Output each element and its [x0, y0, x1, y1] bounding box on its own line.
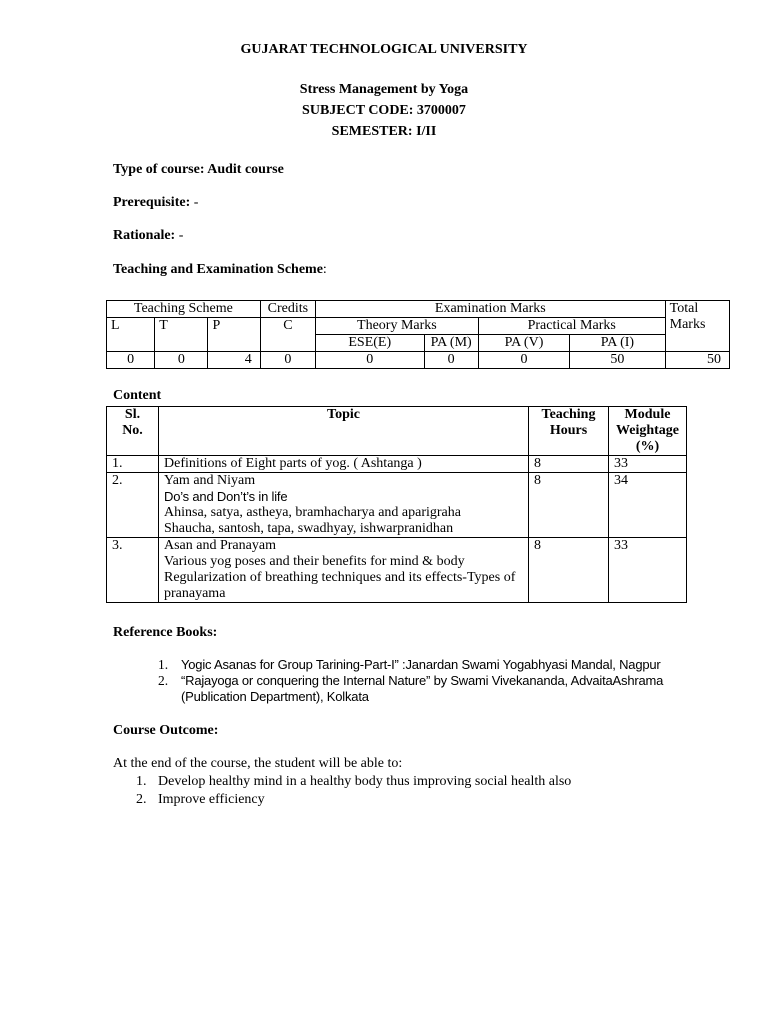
- l-header: L: [107, 318, 155, 352]
- topic-line: Asan and Pranayam: [164, 538, 276, 553]
- row-hours: 8: [529, 456, 609, 473]
- reference-line: (Publication Department), Kolkata: [181, 689, 369, 704]
- pa-i-header: PA (I): [570, 335, 665, 352]
- topic-line: Ahinsa, satya, astheya, bramhacharya and aparigraha: [164, 505, 461, 520]
- total-marks-header: [665, 301, 729, 352]
- pa-m-value: 0: [424, 352, 478, 369]
- exam-marks-header: Examination Marks: [315, 301, 665, 318]
- table-row: [107, 473, 687, 538]
- topic-line: Shaucha, santosh, tapa, swadhyay, ishwarpranidhan: [164, 521, 454, 536]
- l-value: 0: [107, 352, 155, 369]
- row-weightage: 33: [609, 456, 687, 473]
- scheme-heading: [113, 262, 327, 278]
- t-value: 0: [155, 352, 208, 369]
- prerequisite: [113, 195, 198, 211]
- course-type-label: Type of course:: [113, 162, 205, 177]
- row-weightage: 33: [609, 538, 687, 603]
- weight-label-3: (%): [635, 439, 660, 454]
- row-number: 1.: [107, 456, 159, 473]
- scheme-colon: :: [322, 262, 327, 277]
- university-title: GUJARAT TECHNOLOGICAL UNIVERSITY: [240, 42, 528, 57]
- list-number: 2.: [158, 673, 169, 688]
- sl-no-header: [107, 407, 159, 456]
- row-number: 3.: [107, 538, 159, 603]
- exam-scheme-table: [106, 300, 730, 369]
- row-hours: 8: [529, 473, 609, 538]
- course-outcome-heading: Course Outcome:: [113, 723, 219, 738]
- c-header: C: [260, 318, 315, 352]
- theory-marks-header: Theory Marks: [315, 318, 478, 335]
- hours-label-1: Teaching: [541, 407, 596, 422]
- scheme-label: Teaching and Examination Scheme: [113, 262, 323, 277]
- list-item: [158, 657, 718, 673]
- row-hours: 8: [529, 538, 609, 603]
- no-label: No.: [122, 423, 143, 438]
- reference-line: “Rajayoga or conquering the Internal Nature” by Swami Vivekananda, AdvaitaAshrama: [181, 673, 664, 688]
- outcome-text: Develop healthy mind in a healthy body thus improving social health also: [158, 774, 572, 789]
- rationale-value: -: [178, 228, 184, 243]
- table-row: [107, 538, 687, 603]
- outcome-intro: At the end of the course, the student will be able to:: [113, 756, 403, 771]
- practical-marks-header: Practical Marks: [478, 318, 665, 335]
- list-item: [158, 673, 718, 705]
- row-topic: [159, 456, 529, 473]
- credits-header: Credits: [260, 301, 315, 318]
- p-value: 4: [208, 352, 260, 369]
- ese-value: 0: [315, 352, 424, 369]
- row-number: 2.: [107, 473, 159, 538]
- topic-line: Regularization of breathing techniques and its effects-Types of: [164, 570, 516, 585]
- topic-header: Topic: [159, 407, 529, 456]
- subject-code: SUBJECT CODE: 3700007: [302, 103, 466, 118]
- list-number: 1.: [158, 657, 169, 672]
- prerequisite-label: Prerequisite:: [113, 195, 191, 210]
- row-weightage: 34: [609, 473, 687, 538]
- list-item: [136, 773, 696, 791]
- c-value: 0: [260, 352, 315, 369]
- rationale-label: Rationale:: [113, 228, 176, 243]
- sl-label: Sl.: [124, 407, 141, 422]
- total-label-1: Total: [669, 301, 699, 316]
- t-header: T: [155, 318, 208, 352]
- pa-v-header: PA (V): [478, 335, 569, 352]
- weight-label-1: Module: [624, 407, 671, 422]
- reference-list: [158, 657, 718, 705]
- content-table: [106, 406, 687, 603]
- teaching-hours-header: [529, 407, 609, 456]
- reference-books-heading: Reference Books:: [113, 625, 218, 640]
- list-item: [136, 791, 696, 809]
- outcome-list: [136, 773, 696, 809]
- content-heading: Content: [113, 388, 162, 403]
- table-row: [107, 456, 687, 473]
- p-header: P: [208, 318, 260, 352]
- outcome-text: Improve efficiency: [158, 792, 265, 807]
- reference-line: Yogic Asanas for Group Tarining-Part-I” :Janardan Swami Yogabhyasi Mandal, Nagpur: [181, 657, 661, 672]
- weightage-header: [609, 407, 687, 456]
- total-label-2: Marks: [669, 317, 706, 332]
- course-type: [113, 162, 284, 178]
- list-number: 1.: [136, 774, 147, 789]
- ese-header: ESE(E): [315, 335, 424, 352]
- topic-line: Do’s and Don’t’s in life: [164, 489, 288, 504]
- topic-line: pranayama: [164, 586, 226, 601]
- prerequisite-value: -: [193, 195, 199, 210]
- semester: SEMESTER: I/II: [331, 124, 437, 139]
- subject-title: Stress Management by Yoga: [299, 82, 469, 97]
- row-topic: [159, 473, 529, 538]
- course-type-value: Audit course: [207, 162, 284, 177]
- rationale: [113, 228, 183, 244]
- pa-m-header: PA (M): [424, 335, 478, 352]
- pa-v-value: 0: [478, 352, 569, 369]
- total-value: 50: [665, 352, 729, 369]
- pa-i-value: 50: [570, 352, 665, 369]
- topic-line: Yam and Niyam: [164, 473, 256, 488]
- list-number: 2.: [136, 792, 147, 807]
- topic-line: Definitions of Eight parts of yog. ( Ashtanga ): [164, 456, 422, 471]
- teaching-scheme-header: Teaching Scheme: [107, 301, 261, 318]
- weight-label-2: Weightage: [616, 423, 679, 438]
- row-topic: [159, 538, 529, 603]
- topic-line: Various yog poses and their benefits for mind & body: [164, 554, 465, 569]
- hours-label-2: Hours: [549, 423, 588, 438]
